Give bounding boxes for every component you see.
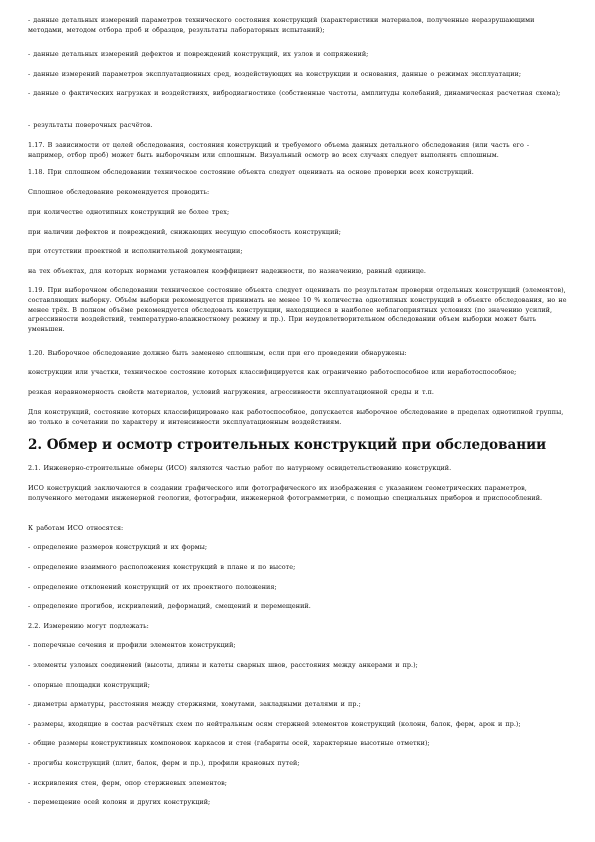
list-item: - общие размеры конструктивных компоновок каркасов и стен (габариты осей, характерные высотные отметки);	[28, 739, 430, 747]
section-heading: 2. Обмер и осмотр строительных конструкций при обследовании	[28, 437, 547, 453]
paragraph: - данные детальных измерений параметров технического состояния конструкций (характеристики материалов, полученные неразрушающими методами, методом отбора проб и образцов, результаты лабораторных испытаний);	[28, 16, 535, 34]
paragraph: конструкции или участки, техническое состояние которых классифицируется как ограниченно работоспособное или неработоспособное;	[28, 368, 517, 376]
paragraph: 2.1. Инженерно-строительные обмеры (ИСО) являются частью работ по натурному освидетельствованию конструкций.	[28, 464, 452, 472]
paragraph: - данные о фактических нагрузках и воздействиях, вибродиагностике (собственные частоты, амплитуды колебаний, динамическая расчетная схема);	[28, 89, 561, 97]
paragraph: 2.2. Измерению могут подлежать:	[28, 622, 149, 630]
paragraph: при наличии дефектов и повреждений, снижающих несущую способность конструкций;	[28, 228, 341, 236]
list-item: - определение прогибов, искривлений, деформаций, смещений и перемещений.	[28, 602, 311, 610]
list-item: - определение взаимного расположения конструкций в плане и по высоте;	[28, 563, 296, 571]
paragraph: ИСО конструкций заключаются в создании графического или фотографического их изображения с указанием геометрических параметров, полученного методами инженерной геологии, фотографии, инженерной фотограмметрии, с помощью специальных приборов и приспособлений.	[28, 484, 543, 502]
paragraph: - данные измерений параметров эксплуатационных сред, воздействующих на конструкции и основания, данные о режимах эксплуатации;	[28, 70, 522, 78]
list-item: - искривления стен, ферм, опор стержневых элементов;	[28, 779, 227, 787]
paragraph: Для конструкций, состояние которых классифицировано как работоспособное, допускается выборочное обследование в пределах однотипной группы, но только в сочетании по характеру и интенсивности эксплуатационным воздействиям.	[28, 408, 564, 426]
list-item: - прогибы конструкций (плит, балок, ферм и пр.), профили крановых путей;	[28, 759, 300, 767]
paragraph: К работам ИСО относятся:	[28, 524, 124, 532]
list-item: - размеры, входящие в состав расчётных схем по нейтральным осям стержней элементов конструкций (колонн, балок, ферм, арок и пр.);	[28, 720, 521, 728]
list-item: - перемещение осей колонн и других конструкций;	[28, 798, 211, 806]
paragraph: - данные детальных измерений дефектов и повреждений конструкций, их узлов и сопряжений;	[28, 50, 369, 58]
paragraph: - результаты поверочных расчётов.	[28, 121, 153, 129]
paragraph: резкая неравномерность свойств материалов, условий нагружения, агрессивности эксплуатационной среды и т.п.	[28, 388, 435, 396]
list-item: - определение отклонений конструкций от их проектного положения;	[28, 583, 277, 591]
paragraph: 1.17. В зависимости от целей обследования, состояния конструкций и требуемого объема данных детального обследования (или часть его - например, отбор проб) может быть выборочным или сплошным. Визуальный осмотр во всех случаях следует выполнять сплошным.	[28, 141, 530, 159]
list-item: - опорные площадки конструкций;	[28, 681, 150, 689]
list-item: - диаметры арматуры, расстояния между стержнями, хомутами, закладными деталями и пр.;	[28, 700, 361, 708]
paragraph: 1.18. При сплошном обследовании техническое состояние объекта следует оценивать на основе проверки всех конструкций.	[28, 168, 474, 176]
paragraph: при отсутствии проектной и исполнительной документации;	[28, 247, 243, 255]
paragraph: на тех объектах, для которых нормами установлен коэффициент надежности, по назначению, равный единице.	[28, 267, 426, 275]
paragraph: Сплошное обследование рекомендуется проводить:	[28, 188, 210, 196]
list-item: - элементы узловых соединений (высоты, длины и катеты сварных швов, расстояния между анкерами и пр.);	[28, 661, 418, 669]
list-item: - определение размеров конструкций и их формы;	[28, 543, 208, 551]
paragraph: при количестве однотипных конструкций не более трех;	[28, 208, 230, 216]
paragraph: 1.20. Выборочное обследование должно быть заменено сплошным, если при его проведении обнаружены:	[28, 349, 407, 357]
paragraph: 1.19. При выборочном обследовании техническое состояние объекта следует оценивать по результатам проверки отдельных конструкций (элементов), составляющих выборку. Объём выборки рекомендуется принимать не менее 10 % количества однотипных конструкций в объекте обследования, но не менее трёх. В полном объёме рекомендуется обследовать конструкции, находящиеся в наиболее неблагоприятных условиях (по значению усилий, агрессивности воздействий, температурно-влажностному режиму и пр.). При неудовлетворительном обследовании объем выборки может быть уменьшен.	[28, 286, 567, 334]
list-item: - поперечные сечения и профили элементов конструкций;	[28, 641, 236, 649]
